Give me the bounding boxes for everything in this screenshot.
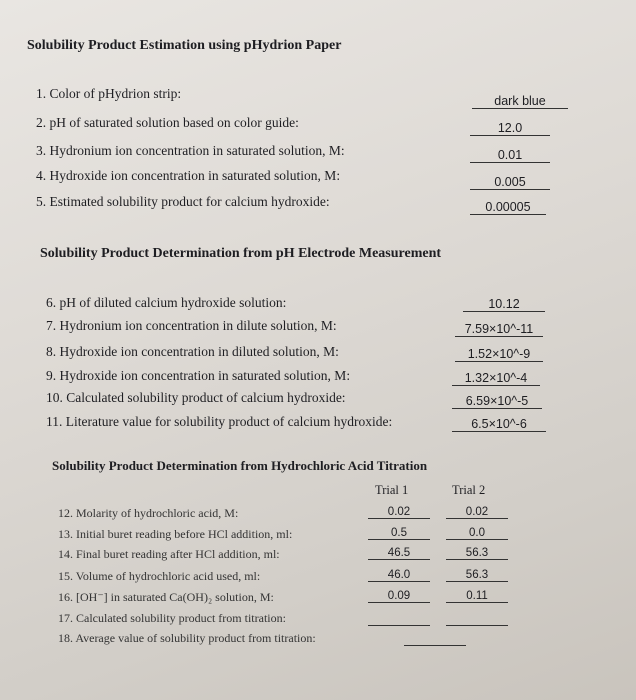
- question-10-answer: 6.59×10^-5: [452, 394, 542, 409]
- question-9-label: 9. Hydroxide ion concentration in saturated solution, M:: [46, 368, 351, 383]
- question-12-label: 12. Molarity of hydrochloric acid, M:: [58, 506, 239, 520]
- question-16-trial-1: 0.09: [368, 590, 430, 603]
- question-3-answer: 0.01: [470, 148, 550, 163]
- question-13-trial-1: 0.5: [368, 527, 430, 540]
- question-15-trial-1: 46.0: [368, 569, 430, 582]
- question-7-answer: 7.59×10^-11: [455, 322, 543, 337]
- section-2-title: Solubility Product Determination from pH Electrode Measurement: [40, 246, 442, 261]
- question-6-label: 6. pH of diluted calcium hydroxide solution:: [46, 295, 287, 310]
- question-16-trial-2: 0.11: [446, 590, 508, 603]
- question-2-label: 2. pH of saturated solution based on color guide:: [36, 115, 299, 130]
- question-4-answer: 0.005: [470, 175, 550, 190]
- question-10-label: 10. Calculated solubility product of calcium hydroxide:: [46, 390, 346, 405]
- question-5-answer: 0.00005: [470, 200, 546, 215]
- question-18-answer: [404, 631, 466, 646]
- question-17-label: 17. Calculated solubility product from titration:: [58, 611, 286, 625]
- question-1-answer: dark blue: [472, 94, 568, 109]
- trial-1-header: Trial 1: [375, 483, 409, 497]
- question-14-trial-1: 46.5: [368, 547, 430, 560]
- question-8-answer: 1.52×10^-9: [455, 347, 543, 362]
- question-1-label: 1. Color of pHydrion strip:: [36, 86, 182, 101]
- question-2-answer: 12.0: [470, 121, 550, 136]
- trial-2-header: Trial 2: [452, 483, 486, 497]
- question-7-label: 7. Hydronium ion concentration in dilute solution, M:: [46, 318, 337, 333]
- question-9-answer: 1.32×10^-4: [452, 371, 540, 386]
- question-12-trial-2: 0.02: [446, 506, 508, 519]
- question-11-label: 11. Literature value for solubility product of calcium hydroxide:: [46, 414, 393, 429]
- question-15-trial-2: 56.3: [446, 569, 508, 582]
- question-14-label: 14. Final buret reading after HCl addition, ml:: [58, 547, 280, 561]
- question-18-label: 18. Average value of solubility product from titration:: [58, 631, 316, 645]
- question-15-label: 15. Volume of hydrochloric acid used, ml:: [58, 569, 261, 583]
- question-13-trial-2: 0.0: [446, 527, 508, 540]
- question-14-trial-2: 56.3: [446, 547, 508, 560]
- question-12-trial-1: 0.02: [368, 506, 430, 519]
- question-13-label: 13. Initial buret reading before HCl addition, ml:: [58, 527, 293, 541]
- question-4-label: 4. Hydroxide ion concentration in saturated solution, M:: [36, 168, 341, 183]
- question-17-trial-1: [368, 611, 430, 626]
- question-8-label: 8. Hydroxide ion concentration in diluted solution, M:: [46, 344, 339, 359]
- question-16-label: 16. [OH⁻] in saturated Ca(OH)₂ solution, M:: [58, 590, 274, 604]
- question-17-trial-2: [446, 611, 508, 626]
- question-11-answer: 6.5×10^-6: [452, 417, 546, 432]
- section-1-title: Solubility Product Estimation using pHydrion Paper: [27, 38, 342, 53]
- section-3-title: Solubility Product Determination from Hydrochloric Acid Titration: [52, 458, 428, 473]
- question-6-answer: 10.12: [463, 297, 545, 312]
- question-5-label: 5. Estimated solubility product for calcium hydroxide:: [36, 194, 330, 209]
- question-3-label: 3. Hydronium ion concentration in saturated solution, M:: [36, 143, 345, 158]
